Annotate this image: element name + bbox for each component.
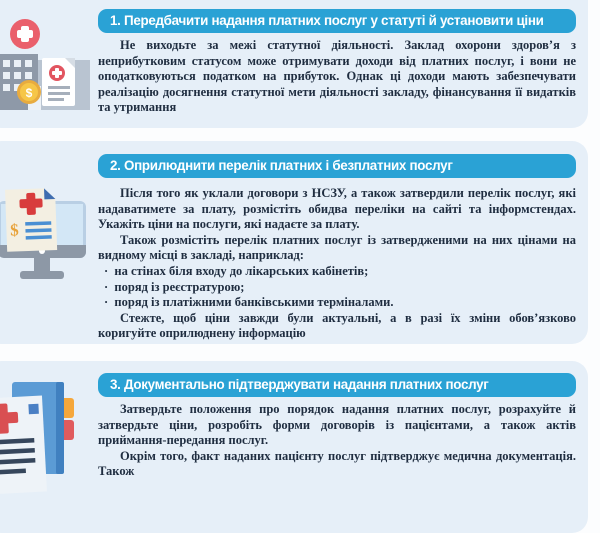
svg-text:$: $ xyxy=(25,86,33,100)
section-3-paragraph: Окрім того, факт наданих пацієнту послуг підтверджує медична документація. Також xyxy=(98,448,576,479)
svg-text:$: $ xyxy=(9,220,20,240)
section-3-body xyxy=(98,402,576,480)
section-2-body xyxy=(98,186,576,342)
monitor-document-icon xyxy=(0,187,88,281)
section-1-body xyxy=(98,38,576,116)
section-card-3 xyxy=(0,361,588,533)
section-2-bullet-list xyxy=(98,264,576,311)
coin-glyph xyxy=(19,82,40,103)
bullet-item: · поряд із реєстратурою; xyxy=(104,280,576,296)
price-document-glyph xyxy=(5,188,57,252)
section-2-paragraph: Також розмістіть перелік платних послуг із затвердженими на них цінами на видному місці в закладі, наприклад: xyxy=(98,232,576,263)
medical-papers-icon xyxy=(0,376,90,496)
hospital-icon xyxy=(0,18,90,114)
bullet-item: · на стінах біля входу до лікарських кабінетів; xyxy=(104,264,576,280)
monitor-document-icon-graphic xyxy=(0,187,88,281)
hospital-icon-graphic xyxy=(0,18,90,114)
section-card-1 xyxy=(0,0,588,128)
section-1-paragraph: Не виходьте за межі статутної діяльності. Заклад охорони здоров’я з неприбутковим статусом може отримувати доходи від платних послуг, і вони не оподатковуються податком на прибуток. Однак ці доходи мають забезпечувати реалізацію досягнення статутної мети діяльності закладу, фінансування її видатків та утримання xyxy=(98,38,576,115)
section-2-paragraph: Після того як уклали договори з НСЗУ, а також затвердили перелік послуг, які надаватимете за плату, розмістіть обидва переліки на сайті та інформстендах. Укажіть ціни на послуги, які надаєте за плату. xyxy=(98,186,576,232)
medical-papers-icon-graphic xyxy=(0,376,90,496)
section-3-header: 3. Документально підтверджувати надання платних послуг xyxy=(98,373,576,397)
bullet-item: · поряд із платіжними банківськими терміналами. xyxy=(104,295,576,311)
section-card-2 xyxy=(0,141,588,344)
front-paper-glyph xyxy=(0,396,47,495)
section-2-closing-paragraph: Стежте, щоб ціни завжди були актуальні, а в разі їх зміни обов’язково коригуйте оприлюднену інформацію xyxy=(98,310,576,341)
medical-document-glyph xyxy=(42,58,75,106)
section-3-paragraph: Затвердьте положення про порядок надання платних послуг, розрахуйте й затвердьте ціни, розробіть форми договорів із пацієнтами, а також актів приймання-передання послуг. xyxy=(98,402,576,448)
section-2-header: 2. Оприлюднити перелік платних і безплатних послуг xyxy=(98,154,576,178)
section-1-header: 1. Передбачити надання платних послуг у статуті й установити ціни xyxy=(98,9,576,33)
